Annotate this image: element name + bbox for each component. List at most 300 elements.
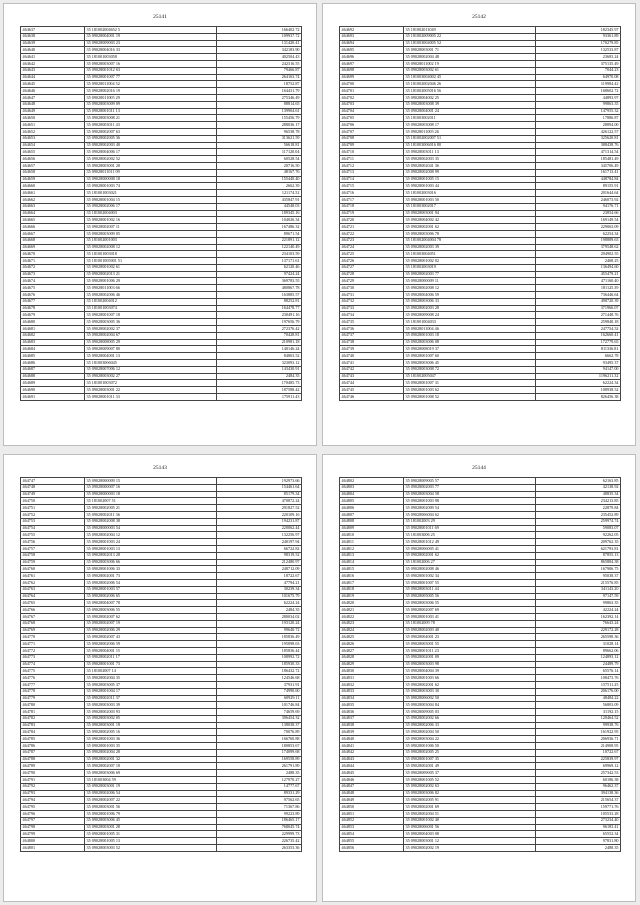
- table-row: [340, 183, 621, 190]
- table-row: [21, 176, 302, 183]
- row-value-cell: 164431.79: [217, 88, 302, 95]
- row-value-cell: 209762.35: [536, 539, 621, 546]
- table-row: [21, 505, 302, 512]
- row-id-cell: 464652: [21, 128, 85, 135]
- row-code-cell: 35 181001004033: [404, 319, 536, 326]
- row-id-cell: 464739: [340, 346, 404, 353]
- row-id-cell: 464788: [21, 756, 85, 763]
- row-value-cell: 166760.88: [217, 736, 302, 743]
- row-value-cell: 62120.46: [217, 264, 302, 271]
- row-value-cell: 168602.72: [536, 88, 621, 95]
- row-value-cell: 325620.81: [536, 135, 621, 142]
- row-code-cell: 35 09028001003 18: [404, 332, 536, 339]
- row-value-cell: 197656.79: [217, 319, 302, 326]
- table-row: [340, 271, 621, 278]
- table-row: [340, 81, 621, 88]
- row-id-cell: 464770: [21, 634, 85, 641]
- row-id-cell: 464673: [21, 271, 85, 278]
- row-code-cell: 35 09028009005 03: [404, 709, 536, 716]
- row-code-cell: 35 09028006004 62: [404, 511, 536, 518]
- row-value-cell: 121174.52: [217, 190, 302, 197]
- row-code-cell: 35 09028003003 39: [85, 702, 217, 709]
- row-code-cell: 35 09028003006 45: [404, 360, 536, 367]
- row-code-cell: 35 181002007 14: [85, 668, 217, 675]
- table-row: [21, 190, 302, 197]
- table-row: [21, 641, 302, 648]
- row-value-cell: 471314.54: [536, 149, 621, 156]
- table-row: [340, 278, 621, 285]
- row-code-cell: 35 09028001003 74: [85, 183, 217, 190]
- row-code-cell: 35 09028002004 48: [404, 54, 536, 61]
- table-row: [340, 593, 621, 600]
- row-id-cell: 464664: [21, 210, 85, 217]
- row-id-cell: 464677: [21, 298, 85, 305]
- row-code-cell: 35 09028011005 26: [404, 128, 536, 135]
- table-row: [21, 101, 302, 108]
- row-id-cell: 464747: [21, 478, 85, 485]
- row-id-cell: 464759: [21, 559, 85, 566]
- row-code-cell: 35 09028001003 66: [404, 675, 536, 682]
- row-code-cell: 35 09028002004 50: [404, 729, 536, 736]
- table-row: [21, 346, 302, 353]
- row-id-cell: 464740: [340, 353, 404, 360]
- row-value-cell: 235452.89: [536, 511, 621, 518]
- row-code-cell: 35 09028004001 19: [85, 33, 217, 40]
- row-id-cell: 464810: [340, 532, 404, 539]
- row-code-cell: 35 09028001005 15: [404, 176, 536, 183]
- table-row: [340, 702, 621, 709]
- table-row: [340, 60, 621, 67]
- row-value-cell: 193120.24: [217, 620, 302, 627]
- table-row: [340, 729, 621, 736]
- table-row: [340, 74, 621, 81]
- table-row: [340, 545, 621, 552]
- table-row: [21, 545, 302, 552]
- row-id-cell: 464743: [340, 373, 404, 380]
- table-row: [340, 661, 621, 668]
- row-value-cell: 124893.12: [536, 654, 621, 661]
- row-id-cell: 464853: [340, 824, 404, 831]
- row-id-cell: 464813: [340, 552, 404, 559]
- table-row: [340, 67, 621, 74]
- row-value-cell: 96183.41: [536, 824, 621, 831]
- row-id-cell: 464661: [21, 190, 85, 197]
- row-value-cell: 108938.52: [536, 387, 621, 394]
- table-row: [340, 115, 621, 122]
- table-row: [340, 27, 621, 34]
- row-code-cell: 35 181003004051: [404, 251, 536, 258]
- row-code-cell: 35 09028003008 21: [85, 115, 217, 122]
- row-value-cell: 201644.64: [536, 190, 621, 197]
- row-id-cell: 464793: [21, 790, 85, 797]
- row-id-cell: 464698: [340, 67, 404, 74]
- row-id-cell: 464845: [340, 770, 404, 777]
- row-value-cell: 162660.41: [536, 332, 621, 339]
- row-code-cell: 35 09028001007 55: [404, 579, 536, 586]
- row-value-cell: 163885.57: [217, 292, 302, 299]
- row-id-cell: 464737: [340, 332, 404, 339]
- row-id-cell: 464670: [21, 251, 85, 258]
- row-code-cell: 35 09028003006 45: [85, 817, 217, 824]
- row-value-cell: 37931.91: [217, 681, 302, 688]
- row-value-cell: 273234.40: [536, 817, 621, 824]
- table-row: [21, 484, 302, 491]
- row-code-cell: 35 09028002007 62: [85, 613, 217, 620]
- row-code-cell: 35 181001005001 51: [85, 258, 217, 265]
- table-row: [340, 763, 621, 770]
- row-id-cell: 464685: [21, 353, 85, 360]
- row-id-cell: 464854: [340, 831, 404, 838]
- table-row: [340, 360, 621, 367]
- row-id-cell: 464789: [21, 763, 85, 770]
- row-code-cell: 35 09028003006 08: [404, 339, 536, 346]
- row-id-cell: 464738: [340, 339, 404, 346]
- row-id-cell: 464669: [21, 244, 85, 251]
- table-row: [340, 292, 621, 299]
- row-id-cell: 464723: [340, 237, 404, 244]
- row-id-cell: 464824: [340, 627, 404, 634]
- row-code-cell: 35 09028002003 39: [404, 244, 536, 251]
- row-id-cell: 464844: [340, 763, 404, 770]
- row-id-cell: 464828: [340, 654, 404, 661]
- row-value-cell: 62254.34: [536, 230, 621, 237]
- row-code-cell: 35 09028003003 30: [404, 688, 536, 695]
- row-value-cell: 394138.36: [536, 790, 621, 797]
- row-value-cell: 44548.03: [217, 203, 302, 210]
- row-value-cell: 229999.73: [217, 831, 302, 838]
- table-row: [21, 394, 302, 401]
- table-row: [21, 647, 302, 654]
- row-code-cell: 35 181002004004 78: [404, 237, 536, 244]
- row-id-cell: 464797: [21, 817, 85, 824]
- row-id-cell: 464675: [21, 285, 85, 292]
- row-id-cell: 464801: [21, 845, 85, 852]
- row-id-cell: 464808: [340, 518, 404, 525]
- row-id-cell: 464696: [340, 54, 404, 61]
- row-id-cell: 464806: [340, 505, 404, 512]
- row-id-cell: 464642: [21, 60, 85, 67]
- row-id-cell: 464829: [340, 661, 404, 668]
- row-code-cell: 35 09028001004 17: [85, 688, 217, 695]
- row-value-cell: 44893.97: [536, 94, 621, 101]
- row-code-cell: 35 09028009008 24: [404, 312, 536, 319]
- row-value-cell: 62163.85: [536, 478, 621, 485]
- row-value-cell: 94147.00: [536, 366, 621, 373]
- table-row: [340, 108, 621, 115]
- row-id-cell: 464855: [340, 838, 404, 845]
- row-value-cell: 261791.89: [217, 763, 302, 770]
- table-row: [21, 244, 302, 251]
- row-value-cell: 60186.38: [536, 777, 621, 784]
- row-id-cell: 464688: [21, 373, 85, 380]
- table-row: [340, 373, 621, 380]
- data-table: [20, 477, 302, 852]
- row-code-cell: 35 09028002006 65: [85, 593, 217, 600]
- row-id-cell: 464683: [21, 339, 85, 346]
- row-id-cell: 464763: [21, 586, 85, 593]
- table-row: [340, 251, 621, 258]
- row-value-cell: 170279.85: [536, 40, 621, 47]
- row-code-cell: 35 181002001003: [85, 237, 217, 244]
- row-value-cell: 341143.20: [536, 586, 621, 593]
- row-id-cell: 464744: [340, 380, 404, 387]
- row-code-cell: 35 09028003006 33: [404, 298, 536, 305]
- row-id-cell: 464792: [21, 783, 85, 790]
- row-id-cell: 464653: [21, 135, 85, 142]
- table-row: [340, 811, 621, 818]
- row-id-cell: 464654: [21, 142, 85, 149]
- row-value-cell: 70428.81: [217, 332, 302, 339]
- row-id-cell: 464749: [21, 491, 85, 498]
- row-id-cell: 464825: [340, 634, 404, 641]
- table-row: [340, 122, 621, 129]
- row-value-cell: 20716.50: [217, 162, 302, 169]
- row-value-cell: 99223.89: [217, 811, 302, 818]
- table-row: [340, 101, 621, 108]
- table-row: [21, 702, 302, 709]
- row-code-cell: 35 09028009005 57: [404, 478, 536, 485]
- row-id-cell: 464667: [21, 230, 85, 237]
- row-code-cell: 35 181002003019: [404, 264, 536, 271]
- table-row: [21, 203, 302, 210]
- row-value-cell: 56618.81: [217, 142, 302, 149]
- row-id-cell: 464682: [21, 332, 85, 339]
- table-row: [21, 573, 302, 580]
- row-value-cell: 96538.78: [217, 128, 302, 135]
- row-code-cell: 35 09028001003 35: [85, 743, 217, 750]
- row-value-cell: 259974.74: [536, 518, 621, 525]
- row-id-cell: 464643: [21, 67, 85, 74]
- row-code-cell: 35 09028011011 09: [85, 169, 217, 176]
- table-row: [21, 312, 302, 319]
- table-row: [21, 654, 302, 661]
- row-code-cell: 35 09028002004 12: [85, 532, 217, 539]
- row-id-cell: 464847: [340, 783, 404, 790]
- row-code-cell: 35 09028002013 21: [85, 271, 217, 278]
- row-code-cell: 35 09028011002 19: [404, 60, 536, 67]
- row-code-cell: 35 09028001002 34: [404, 573, 536, 580]
- row-id-cell: 464684: [21, 346, 85, 353]
- table-row: [21, 162, 302, 169]
- table-row: [340, 491, 621, 498]
- row-code-cell: 35 09028003001 71: [404, 47, 536, 54]
- row-id-cell: 464841: [340, 743, 404, 750]
- row-code-cell: 35 09028002001 62: [404, 552, 536, 559]
- row-id-cell: 464765: [21, 600, 85, 607]
- row-code-cell: 35 09028001011 13: [85, 108, 217, 115]
- row-code-cell: 35 09028001012 63: [85, 67, 217, 74]
- row-value-cell: 7044.23: [536, 67, 621, 74]
- row-value-cell: 426122.57: [536, 128, 621, 135]
- table-row: [21, 559, 302, 566]
- row-id-cell: 464648: [21, 101, 85, 108]
- row-code-cell: 35 181003006 25: [404, 532, 536, 539]
- row-id-cell: 464674: [21, 278, 85, 285]
- row-value-cell: 136494.60: [536, 264, 621, 271]
- row-code-cell: 35 09028002011 17: [85, 654, 217, 661]
- table-row: [340, 715, 621, 722]
- row-code-cell: 35 09028001003 24: [85, 539, 217, 546]
- table-row: [21, 108, 302, 115]
- row-code-cell: 35 09028003002 61: [404, 67, 536, 74]
- table-row: [21, 722, 302, 729]
- table-row: [340, 196, 621, 203]
- row-id-cell: 464679: [21, 312, 85, 319]
- table-row: [21, 305, 302, 312]
- row-id-cell: 464758: [21, 552, 85, 559]
- row-value-cell: 375135.49: [536, 60, 621, 67]
- row-code-cell: 35 09028001007 35: [404, 756, 536, 763]
- row-code-cell: 35 09028003002 05: [85, 715, 217, 722]
- row-code-cell: 35 09028003008 17: [404, 122, 536, 129]
- table-row: [21, 566, 302, 573]
- row-code-cell: 35 181003006045: [85, 360, 217, 367]
- row-id-cell: 464826: [340, 641, 404, 648]
- row-code-cell: 35 181002011049: [404, 27, 536, 34]
- table-row: [21, 634, 302, 641]
- row-id-cell: 464815: [340, 566, 404, 573]
- row-code-cell: 35 181003006016 80: [404, 142, 536, 149]
- row-code-cell: 35 181002005016 56: [404, 88, 536, 95]
- row-value-cell: 189345.16: [217, 210, 302, 217]
- row-value-cell: 99640.72: [217, 627, 302, 634]
- row-id-cell: 464663: [21, 203, 85, 210]
- row-value-cell: 96462.37: [536, 783, 621, 790]
- table-row: [340, 613, 621, 620]
- row-code-cell: 35 181002004012: [85, 298, 217, 305]
- row-code-cell: 35 09028002003 28: [404, 305, 536, 312]
- table-row: [340, 230, 621, 237]
- row-id-cell: 464656: [21, 156, 85, 163]
- row-id-cell: 464645: [21, 81, 85, 88]
- table-row: [21, 27, 302, 34]
- row-code-cell: 35 09028011005 29: [85, 94, 217, 101]
- row-code-cell: 35 09028002006 54: [85, 790, 217, 797]
- table-row: [21, 353, 302, 360]
- table-row: [21, 196, 302, 203]
- row-value-cell: 71367.86: [217, 804, 302, 811]
- row-id-cell: 464834: [340, 695, 404, 702]
- row-id-cell: 464823: [340, 620, 404, 627]
- table-row: [21, 360, 302, 367]
- row-value-cell: 257342.53: [536, 770, 621, 777]
- row-value-cell: 159771.76: [536, 804, 621, 811]
- row-value-cell: 388438.76: [536, 142, 621, 149]
- table-row: [340, 790, 621, 797]
- row-code-cell: 35 09028002006 54: [85, 579, 217, 586]
- row-id-cell: 464659: [21, 176, 85, 183]
- table-row: [21, 278, 302, 285]
- row-code-cell: 35 09028002006 17: [85, 203, 217, 210]
- row-value-cell: 294902.55: [536, 251, 621, 258]
- row-id-cell: 464846: [340, 777, 404, 784]
- table-row: [340, 641, 621, 648]
- row-code-cell: 35 09028003007 16: [85, 60, 217, 67]
- row-value-cell: 170485.73: [217, 380, 302, 387]
- row-id-cell: 464718: [340, 203, 404, 210]
- table-row: [340, 88, 621, 95]
- row-code-cell: 35 09028003004 84: [404, 702, 536, 709]
- row-code-cell: 35 09028002007 11: [85, 224, 217, 231]
- table-row: [21, 607, 302, 614]
- row-code-cell: 35 09028002004 35: [85, 675, 217, 682]
- row-value-cell: 768045.74: [217, 824, 302, 831]
- table-row: [21, 81, 302, 88]
- row-id-cell: 464802: [340, 478, 404, 485]
- row-code-cell: 35 09028002002 19: [404, 845, 536, 852]
- row-id-cell: 464728: [340, 271, 404, 278]
- table-row: [21, 74, 302, 81]
- row-id-cell: 464798: [21, 824, 85, 831]
- table-row: [21, 756, 302, 763]
- row-value-cell: 471160.40: [536, 278, 621, 285]
- row-id-cell: 464722: [340, 230, 404, 237]
- row-code-cell: 35 09028002003 93: [85, 709, 217, 716]
- table-row: [21, 217, 302, 224]
- row-value-cell: 155456.79: [217, 115, 302, 122]
- row-value-cell: 31028.14: [536, 641, 621, 648]
- row-id-cell: 464794: [21, 797, 85, 804]
- table-row: [340, 511, 621, 518]
- row-id-cell: 464775: [21, 668, 85, 675]
- table-row: [21, 715, 302, 722]
- table-row: [340, 709, 621, 716]
- row-id-cell: 464714: [340, 176, 404, 183]
- table-row: [340, 484, 621, 491]
- row-code-cell: 35 09028001007 18: [85, 312, 217, 319]
- row-code-cell: 35 09028002008 12: [404, 285, 536, 292]
- row-value-cell: 865884.38: [536, 559, 621, 566]
- table-row: [340, 675, 621, 682]
- table-row: [21, 593, 302, 600]
- row-value-cell: 470872.24: [217, 498, 302, 505]
- row-code-cell: 35 181002002007 51: [404, 135, 536, 142]
- row-id-cell: 464809: [340, 525, 404, 532]
- row-code-cell: 35 09028002001 73: [85, 573, 217, 580]
- row-code-cell: 35 181002005047: [404, 373, 536, 380]
- row-code-cell: 35 09028002001 69: [404, 804, 536, 811]
- row-id-cell: 464848: [340, 790, 404, 797]
- row-code-cell: 35 09028003001 55: [404, 641, 536, 648]
- table-row: [21, 498, 302, 505]
- row-id-cell: 464719: [340, 210, 404, 217]
- row-value-cell: 89671.54: [217, 230, 302, 237]
- row-value-cell: 435847.91: [217, 196, 302, 203]
- row-code-cell: 35 09028000008 18: [85, 176, 217, 183]
- row-id-cell: 464736: [340, 326, 404, 333]
- row-id-cell: 464709: [340, 142, 404, 149]
- table-row: [340, 190, 621, 197]
- row-code-cell: 35 09028003006 82: [404, 790, 536, 797]
- row-code-cell: 35 09028009007 80: [85, 346, 217, 353]
- table-row: [340, 539, 621, 546]
- row-code-cell: 35 09028003006 66: [85, 559, 217, 566]
- row-id-cell: 464699: [340, 74, 404, 81]
- table-row: [340, 305, 621, 312]
- row-id-cell: 464705: [340, 115, 404, 122]
- row-code-cell: 35 181003002011: [404, 115, 536, 122]
- row-value-cell: 1196211.32: [536, 373, 621, 380]
- row-id-cell: 464734: [340, 312, 404, 319]
- row-code-cell: 35 09028011003 66: [85, 285, 217, 292]
- table-row: [340, 258, 621, 265]
- row-code-cell: 35 09028004001 13: [85, 353, 217, 360]
- row-code-cell: 35 09028003001 19: [85, 783, 217, 790]
- row-value-cell: 195098.63: [217, 641, 302, 648]
- table-row: [21, 33, 302, 40]
- row-value-cell: 225839.97: [536, 756, 621, 763]
- row-id-cell: 464827: [340, 647, 404, 654]
